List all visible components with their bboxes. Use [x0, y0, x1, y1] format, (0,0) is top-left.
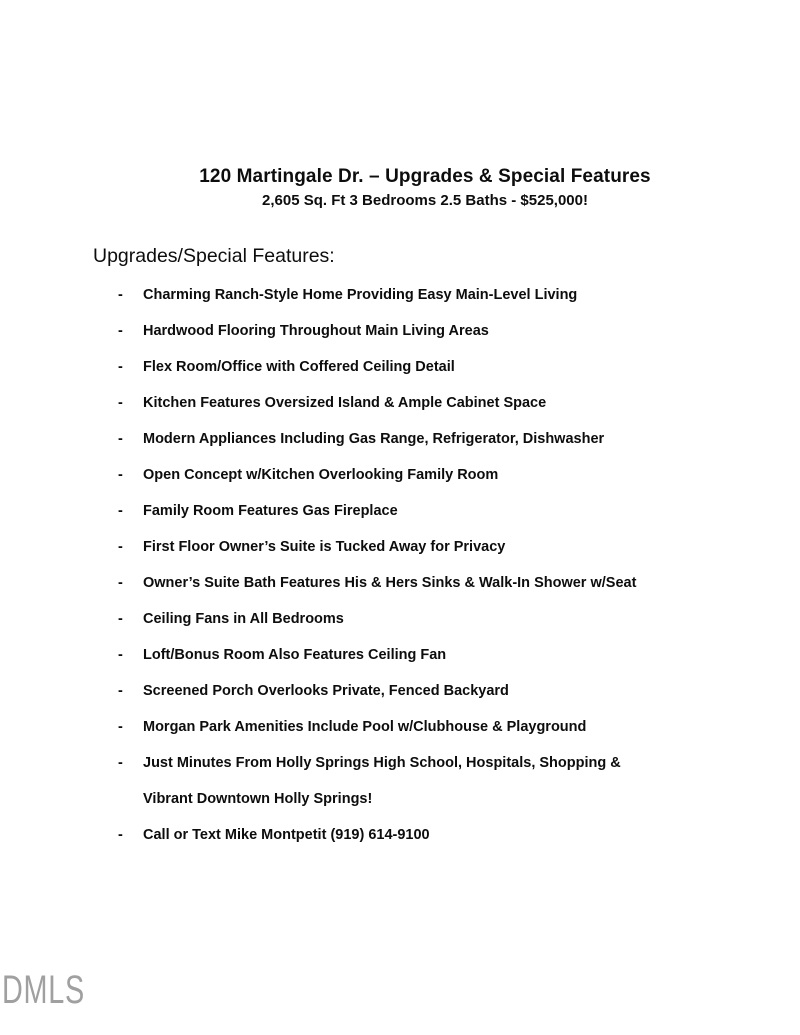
feature-item	[93, 817, 733, 853]
feature-item-text	[143, 745, 733, 817]
bullet-dash: -	[118, 359, 123, 375]
feature-item	[93, 601, 733, 637]
feature-item-text: Family Room Features Gas Fireplace	[143, 503, 398, 519]
feature-item-text-line1: Just Minutes From Holly Springs High School, Hospitals, Shopping &	[143, 755, 621, 771]
section-heading: Upgrades/Special Features:	[93, 245, 335, 267]
feature-item-text: Modern Appliances Including Gas Range, Refrigerator, Dishwasher	[143, 431, 605, 447]
feature-list	[93, 277, 733, 853]
bullet-dash: -	[118, 683, 123, 699]
bullet-dash: -	[118, 719, 123, 735]
feature-item	[93, 277, 733, 313]
feature-item	[93, 457, 733, 493]
feature-item-text-line2: Vibrant Downtown Holly Springs!	[143, 791, 373, 807]
bullet-dash: -	[118, 395, 123, 411]
feature-item-text: Call or Text Mike Montpetit (919) 614-9100	[143, 827, 430, 843]
feature-item-text: Open Concept w/Kitchen Overlooking Family Room	[143, 467, 499, 483]
feature-item-text: Owner’s Suite Bath Features His & Hers Sinks & Walk-In Shower w/Seat	[143, 575, 637, 591]
feature-item-text: Kitchen Features Oversized Island & Ample Cabinet Space	[143, 395, 547, 411]
bullet-dash: -	[118, 647, 123, 663]
feature-item	[93, 313, 733, 349]
page-subtitle: 2,605 Sq. Ft 3 Bedrooms 2.5 Baths - $525,000!	[262, 192, 588, 209]
bullet-dash: -	[118, 827, 123, 843]
feature-item-text: Ceiling Fans in All Bedrooms	[143, 611, 344, 627]
feature-item	[93, 673, 733, 709]
bullet-dash: -	[118, 611, 123, 627]
bullet-dash: -	[118, 575, 123, 591]
bullet-dash: -	[118, 287, 123, 303]
bullet-dash: -	[118, 539, 123, 555]
feature-item-text: Charming Ranch-Style Home Providing Easy Main-Level Living	[143, 287, 578, 303]
feature-item-text: Morgan Park Amenities Include Pool w/Clubhouse & Playground	[143, 719, 587, 735]
page-title: 120 Martingale Dr. – Upgrades & Special Features	[199, 166, 651, 187]
feature-item	[93, 565, 733, 601]
bullet-dash: -	[118, 323, 123, 339]
feature-item	[93, 349, 733, 385]
bullet-dash: -	[118, 467, 123, 483]
feature-item	[93, 421, 733, 457]
bullet-dash: -	[118, 431, 123, 447]
feature-item-text: Loft/Bonus Room Also Features Ceiling Fan	[143, 647, 447, 663]
document-header	[93, 163, 757, 211]
bullet-dash: -	[118, 503, 123, 519]
feature-item	[93, 385, 733, 421]
dmls-watermark-logo: DMLS	[2, 968, 85, 1012]
feature-item	[93, 493, 733, 529]
feature-item-text: First Floor Owner’s Suite is Tucked Away for Privacy	[143, 539, 506, 555]
bullet-dash: -	[118, 755, 123, 771]
feature-item-text: Flex Room/Office with Coffered Ceiling Detail	[143, 359, 455, 375]
feature-item	[93, 529, 733, 565]
feature-item	[93, 745, 733, 817]
feature-item-text: Hardwood Flooring Throughout Main Living Areas	[143, 323, 489, 339]
feature-item	[93, 637, 733, 673]
feature-item-text: Screened Porch Overlooks Private, Fenced Backyard	[143, 683, 509, 699]
feature-item	[93, 709, 733, 745]
